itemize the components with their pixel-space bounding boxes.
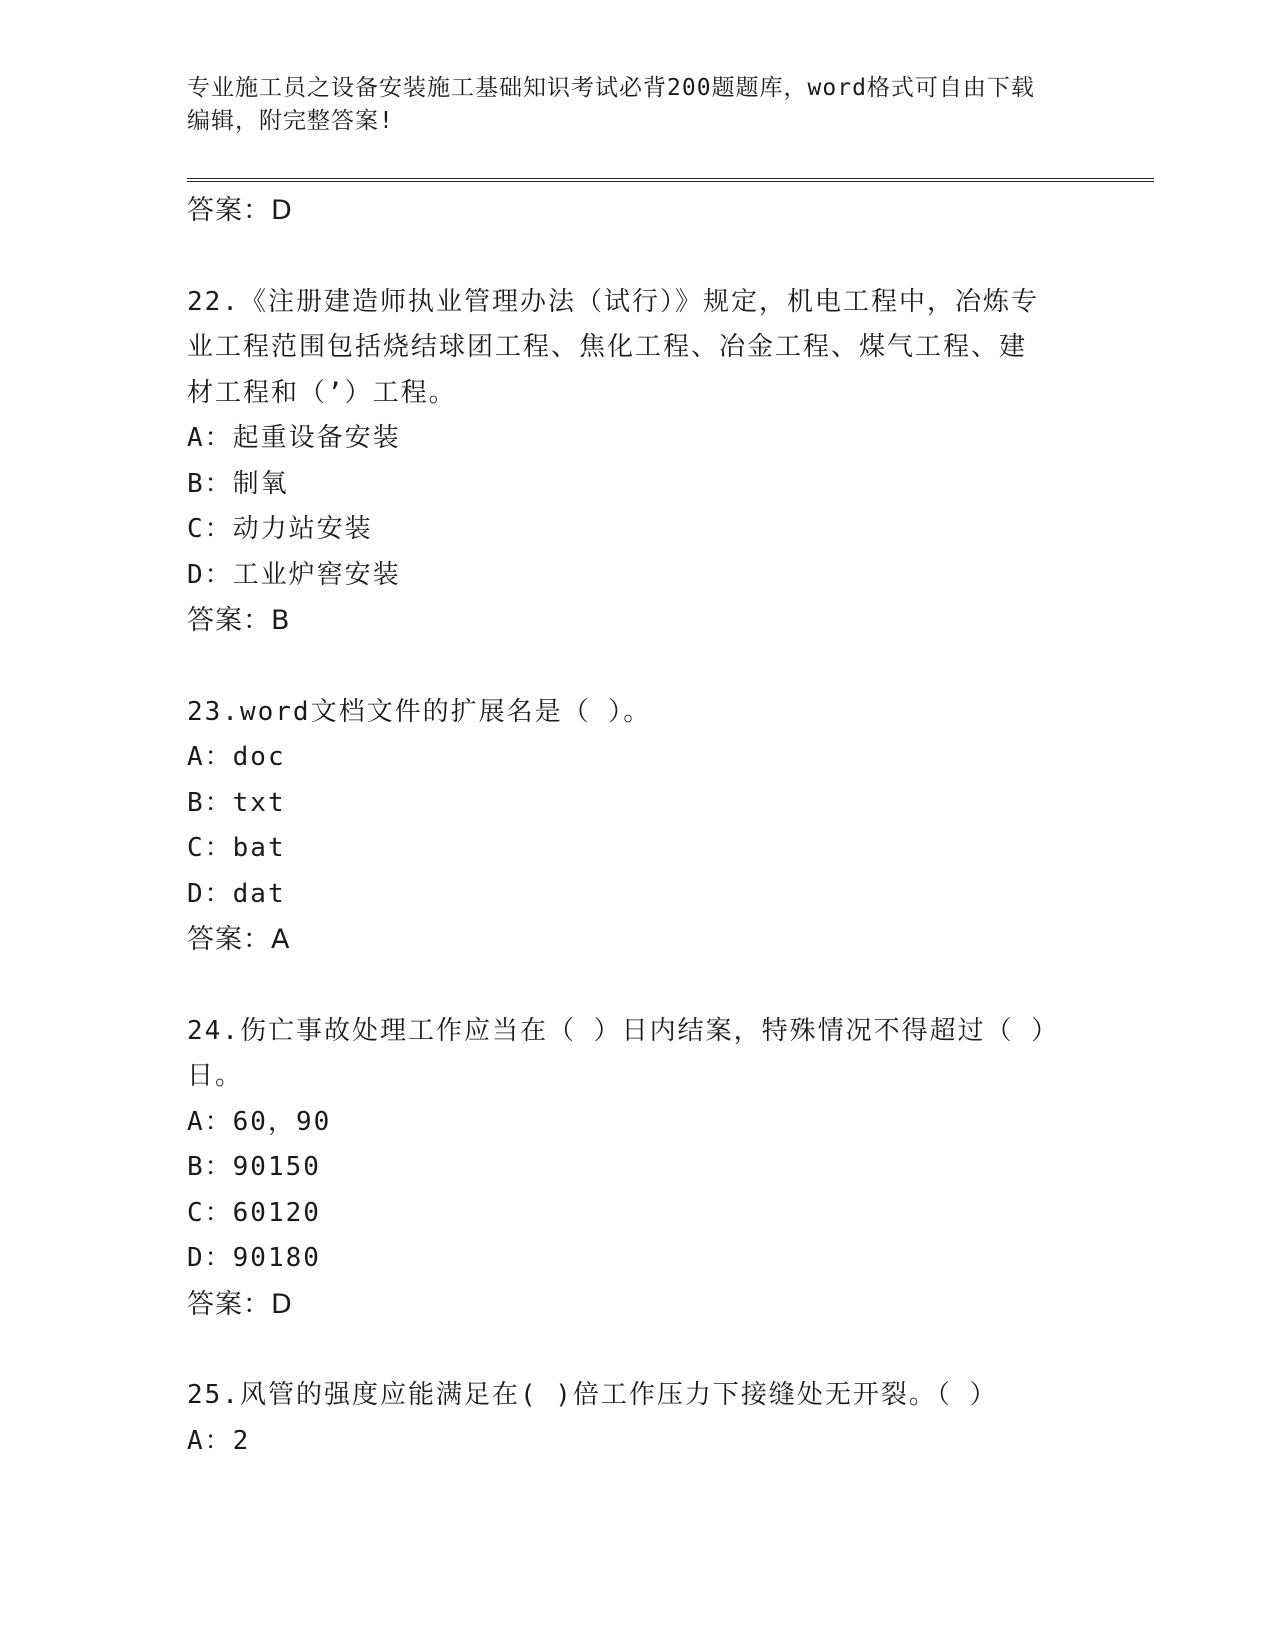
question-stem-line: 23.word文档文件的扩展名是（ ）。 [187, 696, 652, 727]
question-stem-line: 25.风管的强度应能满足在( )倍工作压力下接缝处无开裂。（ ） [187, 1380, 998, 1410]
header-divider [187, 178, 1154, 182]
option-d: D：工业炉窖安装 [187, 559, 401, 590]
header-line-2: 编辑，附完整答案! [187, 108, 394, 134]
option-d: D：90180 [187, 1243, 321, 1273]
option-a: A：2 [187, 1425, 251, 1456]
option-b: B：90150 [187, 1152, 321, 1182]
question-stem-line: 日。 [187, 1061, 244, 1091]
question-stem-line: 24.伤亡事故处理工作应当在（ ）日内结案，特殊情况不得超过（ ） [187, 1015, 1060, 1046]
question-25 [187, 1373, 1087, 1464]
spacer [187, 963, 1087, 1009]
option-c: C：bat [187, 833, 286, 863]
question-23 [187, 690, 1087, 963]
question-stem-line: 材工程和（’）工程。 [187, 377, 457, 408]
option-b: B：制氧 [187, 468, 289, 499]
page-header [187, 72, 1087, 138]
option-a: A：起重设备安装 [187, 423, 401, 453]
question-list [187, 188, 1087, 1464]
option-a: A：doc [187, 742, 286, 772]
spacer [187, 1327, 1087, 1373]
option-c: C：60120 [187, 1197, 321, 1228]
answer-label: 答案：B [187, 605, 291, 636]
option-a: A：60，90 [187, 1106, 332, 1137]
answer-label: 答案：A [187, 924, 291, 955]
spacer [187, 644, 1087, 690]
question-22 [187, 280, 1087, 644]
option-d: D：dat [187, 878, 286, 909]
spacer [187, 234, 1087, 280]
question-stem-line: 22.《注册建造师执业管理办法（试行）》规定，机电工程中，冶炼专 [187, 286, 1039, 317]
answer-label: 答案：D [187, 1288, 293, 1320]
question-stem-line: 业工程范围包括烧结球团工程、焦化工程、冶金工程、煤气工程、建 [187, 332, 1028, 362]
option-b: B：txt [187, 787, 286, 818]
option-c: C：动力站安装 [187, 514, 373, 544]
answer-label: 答案：D [187, 195, 293, 226]
question-24 [187, 1009, 1087, 1328]
header-line-1: 专业施工员之设备安装施工基础知识考试必背200题题库，word格式可自由下载 [187, 75, 1035, 101]
